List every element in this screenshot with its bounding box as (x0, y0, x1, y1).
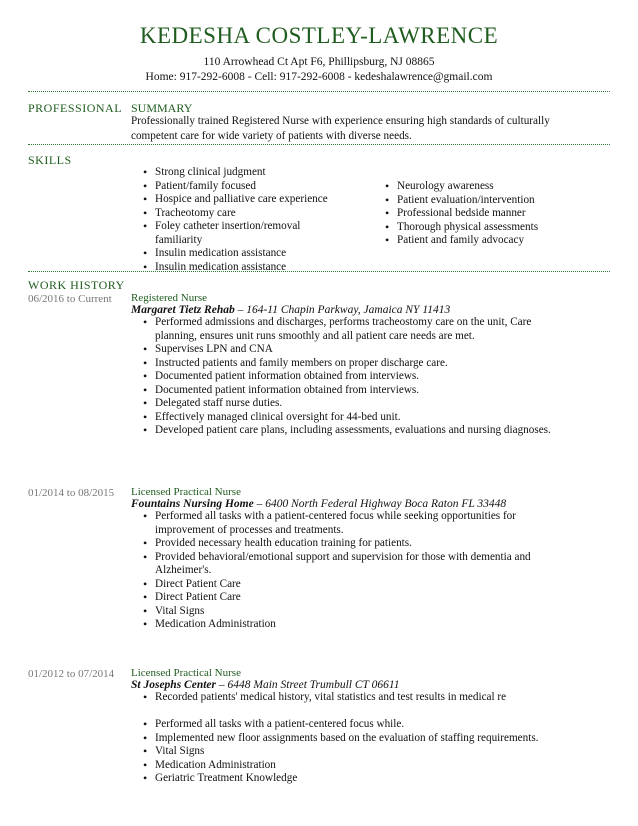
job-title: Licensed Practical Nurse (131, 667, 241, 679)
skill-item: • Neurology awareness (383, 180, 613, 194)
job-entry (28, 292, 610, 438)
job-dates: 06/2016 to Current (28, 293, 112, 305)
duty-item: • Vital Signs (141, 605, 610, 619)
job-dates: 01/2012 to 07/2014 (28, 668, 115, 680)
skill-item: • Insulin medication assistance (141, 247, 371, 261)
duty-item: • Documented patient information obtained from interviews. (141, 384, 610, 398)
duty-item: • Provided necessary health education training for patients. (141, 537, 610, 551)
duty-item: • Direct Patient Care (141, 578, 610, 592)
section-title-professional: PROFESSIONAL (28, 101, 123, 115)
resume-header (0, 0, 638, 85)
employer-location: – 164-11 Chapin Parkway, Jamaica NY 11413 (234, 304, 451, 316)
skill-item: • Tracheotomy care (141, 207, 371, 221)
summary-section (28, 92, 610, 142)
duty-item: • Provided behavioral/emotional support and supervision for those with dementia and (141, 551, 610, 565)
address: 110 Arrowhead Ct Apt F6, Phillipsburg, NJ 08865 (203, 56, 435, 68)
skills-list-left (141, 166, 371, 274)
duty-item: • Documented patient information obtained from interviews. (141, 370, 610, 384)
skill-item: • Strong clinical judgment (141, 166, 371, 180)
duty-item: • Geriatric Treatment Knowledge (141, 772, 610, 786)
spacer-line (141, 705, 610, 719)
job-employer (131, 304, 610, 316)
duty-item: • Developed patient care plans, including assessments, evaluations and nursing diagnoses. (141, 424, 610, 438)
duty-item: • Effectively managed clinical oversight for 44-bed unit. (141, 411, 610, 425)
summary-line: competent care for wide variety of patients with diverse needs. (131, 129, 412, 142)
skill-item-continuation: familiarity (155, 233, 203, 246)
duty-item: • Performed all tasks with a patient-centered focus while. (141, 718, 610, 732)
summary-line: Professionally trained Registered Nurse with experience ensuring high standards of culturally (131, 115, 550, 127)
duty-item: • Recorded patients' medical history, vital statistics and test results in medical re (141, 691, 610, 705)
employer-name: Fountains Nursing Home (131, 498, 254, 510)
duty-item: • Implemented new floor assignments based on the evaluation of staffing requirements. (141, 732, 610, 746)
job-employer (131, 498, 610, 510)
employer-name: Margaret Tietz Rehab (131, 304, 235, 316)
duty-item: • Medication Administration (141, 759, 610, 773)
job-title: Licensed Practical Nurse (131, 486, 241, 498)
job-dates: 01/2014 to 08/2015 (28, 487, 115, 499)
skill-item: • Patient and family advocacy (383, 234, 613, 248)
skill-item: • Patient evaluation/intervention (383, 194, 613, 208)
contact-line: Home: 917-292-6008 - Cell: 917-292-6008 - kedeshalawrence@gmail.com (145, 71, 493, 83)
skill-item: • Foley catheter insertion/removal (141, 220, 371, 234)
job-title: Registered Nurse (131, 292, 208, 304)
skills-section (28, 145, 610, 271)
candidate-name: KEDESHA COSTLEY-LAWRENCE (139, 23, 499, 48)
summary-heading: SUMMARY (131, 101, 193, 115)
duty-item: • Performed all tasks with a patient-centered focus while seeking opportunities for (141, 510, 610, 524)
section-title-work-history: WORK HISTORY (28, 278, 125, 292)
job-entry (28, 486, 610, 632)
duty-item: • Delegated staff nurse duties. (141, 397, 610, 411)
duty-item: • Performed admissions and discharges, performs tracheostomy care on the unit, Care (141, 316, 610, 330)
employer-location: – 6400 North Federal Highway Boca Raton FL 33448 (253, 498, 507, 510)
skill-item: • Insulin medication assistance (141, 261, 371, 275)
duty-item-continuation: improvement of processes and treatments. (155, 523, 344, 536)
job-duties (141, 510, 610, 632)
skill-item: • Hospice and palliative care experience (141, 193, 371, 207)
job-duties (141, 316, 610, 438)
job-employer (131, 679, 610, 691)
duty-item-continuation: Alzheimer's. (155, 564, 212, 576)
job-duties (141, 691, 610, 786)
job-entry (28, 667, 610, 786)
skill-item: • Patient/family focused (141, 180, 371, 194)
skill-item: • Professional bedside manner (383, 207, 613, 221)
duty-item: • Vital Signs (141, 745, 610, 759)
skill-item: • Thorough physical assessments (383, 221, 613, 235)
summary-text (131, 114, 631, 143)
work-history-section (28, 272, 610, 812)
section-title-skills: SKILLS (28, 153, 72, 167)
skills-list-right (383, 180, 613, 248)
duty-item: • Medication Administration (141, 618, 610, 632)
duty-item-continuation: planning, ensures unit runs smoothly and all patient care needs are met. (155, 329, 475, 342)
duty-item: • Supervises LPN and CNA (141, 343, 610, 357)
employer-name: St Josephs Center (131, 679, 216, 691)
duty-item: • Direct Patient Care (141, 591, 610, 605)
duty-item: • Instructed patients and family members on proper discharge care. (141, 357, 610, 371)
employer-location: – 6448 Main Street Trumbull CT 06611 (216, 679, 400, 691)
